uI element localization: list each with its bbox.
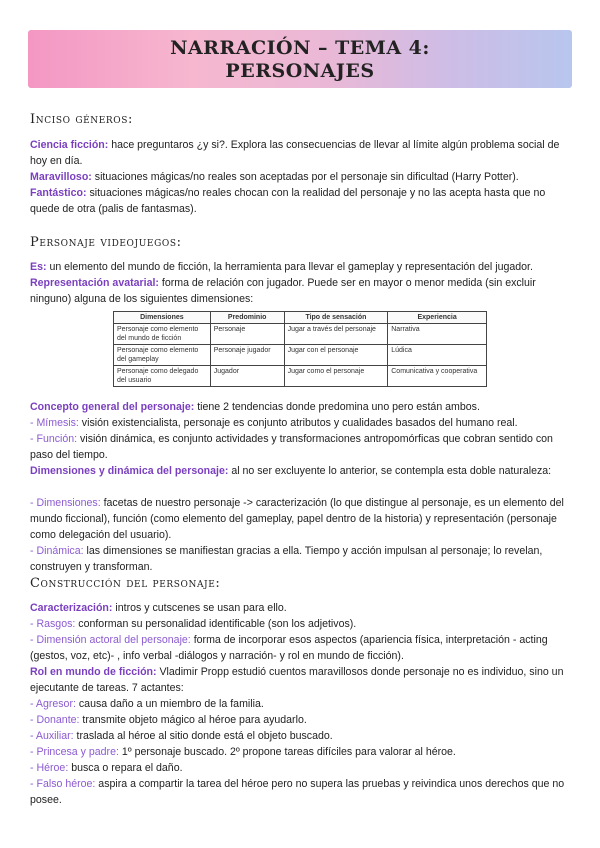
definition-caracterizacion: intros y cutscenes se usan para ello. xyxy=(112,602,287,614)
table-cell: Lúdica xyxy=(388,345,487,366)
term-dimensiones-dinamica: Dimensiones y dinámica del personaje: xyxy=(30,465,229,477)
paragraph-rasgos xyxy=(30,616,575,632)
term-donante: - Donante: xyxy=(30,714,80,726)
table-cell: Personaje como elemento del mundo de ficción xyxy=(114,324,211,345)
term-agresor: - Agresor: xyxy=(30,698,76,710)
table-header-cell: Tipo de sensación xyxy=(284,312,388,324)
term-representacion-avatarial: Representación avatarial: xyxy=(30,277,159,289)
definition-falso-heroe: aspira a compartir la tarea del héroe pero no supera las pruebas y reivindica unos derechos que no posee. xyxy=(30,778,565,806)
paragraph-rol-mundo-ficcion xyxy=(30,664,575,696)
table-cell: Personaje jugador xyxy=(210,345,284,366)
list-item-heroe xyxy=(30,760,575,776)
table-header-cell: Predominio xyxy=(210,312,284,324)
term-maravilloso: Maravilloso: xyxy=(30,171,92,183)
dimensions-table xyxy=(113,311,487,387)
term-rasgos: - Rasgos: xyxy=(30,618,76,630)
table-cell: Personaje como elemento del gameplay xyxy=(114,345,211,366)
definition-princesa-padre: 1º personaje buscado. 2º propone tareas difíciles para valorar al héroe. xyxy=(118,746,456,758)
term-concepto-general: Concepto general del personaje: xyxy=(30,401,195,413)
definition-agresor: causa daño a un miembro de la familia. xyxy=(75,698,264,710)
definition-es: un elemento del mundo de ficción, la herramienta para llevar el gameplay y representación del jugador. xyxy=(46,261,533,273)
paragraph-mimesis xyxy=(30,415,575,431)
term-ciencia-ficcion: Ciencia ficción: xyxy=(30,139,109,151)
definition-funcion: visión dinámica, es conjunto actividades y transformaciones antropomórficas que cobran sentido con paso del tiempo. xyxy=(30,433,553,461)
list-item-donante xyxy=(30,712,575,728)
list-item-agresor xyxy=(30,696,575,712)
table-cell: Personaje como delegado del usuario xyxy=(114,366,211,387)
list-item-auxiliar xyxy=(30,728,575,744)
table-cell: Jugar como el personaje xyxy=(284,366,388,387)
term-es: Es: xyxy=(30,261,47,273)
term-falso-heroe: - Falso héroe: xyxy=(30,778,96,790)
paragraph-fantastico xyxy=(30,185,575,217)
table-cell: Personaje xyxy=(210,324,284,345)
term-princesa-padre: - Princesa y padre: xyxy=(30,746,119,758)
paragraph-dimensiones-dinamica xyxy=(30,463,575,479)
term-heroe: - Héroe: xyxy=(30,762,69,774)
paragraph-caracterizacion xyxy=(30,600,575,616)
term-funcion: - Función: xyxy=(30,433,78,445)
table-cell: Jugador xyxy=(210,366,284,387)
paragraph-representacion xyxy=(30,275,575,307)
paragraph-concepto-general xyxy=(30,399,575,415)
table-header-row xyxy=(114,312,487,324)
paragraph-funcion xyxy=(30,431,575,463)
term-caracterizacion: Caracterización: xyxy=(30,602,113,614)
definition-rasgos: conforman su personalidad identificable (son los adjetivos). xyxy=(75,618,357,630)
section-heading-videojuegos: Personaje videojuegos: xyxy=(30,235,182,250)
definition-dimensiones-dinamica: al no ser excluyente lo anterior, se contempla esta doble naturaleza: xyxy=(228,465,552,477)
paragraph-dimension-actoral xyxy=(30,632,575,664)
definition-ciencia-ficcion: hace preguntaros ¿y si?. Explora las consecuencias de llevar al límite algún problema social de hoy en día. xyxy=(30,139,560,167)
term-dimension-actoral: - Dimensión actoral del personaje: xyxy=(30,634,191,646)
table-row xyxy=(114,345,487,366)
definition-dimensiones: facetas de nuestro personaje -> caracterización (lo que distingue al personaje, es un elemento del mundo ficcional), función (como elemento del gameplay, papel dentro de la historia) y representación (personaje como delegación del usuario). xyxy=(30,497,564,541)
definition-dimension-actoral: forma de incorporar esos aspectos (apariencia física, interpretación - acting (gestos, voz, etc)- , info verbal -diálogos y narración- y rol en mundo de ficción). xyxy=(30,634,548,662)
paragraph-ciencia-ficcion xyxy=(30,137,575,169)
page-title-line2: PERSONAJES xyxy=(225,60,375,82)
table-row xyxy=(114,324,487,345)
table-cell: Jugar con el personaje xyxy=(284,345,388,366)
section-heading-construccion: Construcción del personaje: xyxy=(30,576,221,591)
definition-rol-mundo-ficcion: Vladimir Propp estudió cuentos maravillosos donde personaje no es individuo, sino un ejecutante de tareas. 7 actantes: xyxy=(30,666,564,694)
term-auxiliar: - Auxiliar: xyxy=(30,730,74,742)
paragraph-maravilloso xyxy=(30,169,575,185)
table-row xyxy=(114,366,487,387)
term-dimensiones: - Dimensiones: xyxy=(30,497,101,509)
definition-dinamica: las dimensiones se manifiestan gracias a ella. Tiempo y acción impulsan al personaje; lo revelan, construyen y transforman. xyxy=(30,545,543,573)
definition-maravilloso: situaciones mágicas/no reales son aceptadas por el personaje sin dificultad (Harry Potter). xyxy=(91,171,519,183)
table-cell: Comunicativa y cooperativa xyxy=(388,366,487,387)
definition-concepto-general: tiene 2 tendencias donde predomina uno pero están ambos. xyxy=(194,401,480,413)
table-cell: Narrativa xyxy=(388,324,487,345)
definition-heroe: busca o repara el daño. xyxy=(68,762,183,774)
term-fantastico: Fantástico: xyxy=(30,187,87,199)
definition-fantastico: situaciones mágicas/no reales chocan con la realidad del personaje y no las acepta hasta que no quede de otra (palis de fantasmas). xyxy=(30,187,546,215)
paragraph-dimensiones xyxy=(30,495,575,543)
list-item-princesa-padre xyxy=(30,744,575,760)
title-banner xyxy=(28,30,572,88)
term-rol-mundo-ficcion: Rol en mundo de ficción: xyxy=(30,666,157,678)
table-header-cell: Dimensiones xyxy=(114,312,211,324)
section-heading-generos: Inciso géneros: xyxy=(30,112,134,127)
term-dinamica: - Dinámica: xyxy=(30,545,84,557)
definition-mimesis: visión existencialista, personaje es conjunto atributos y cualidades basados del humano real. xyxy=(78,417,518,429)
term-mimesis: - Mímesis: xyxy=(30,417,79,429)
paragraph-dinamica xyxy=(30,543,575,575)
paragraph-es xyxy=(30,259,575,275)
definition-auxiliar: traslada al héroe al sitio donde está el objeto buscado. xyxy=(73,730,333,742)
table-cell: Jugar a través del personaje xyxy=(284,324,388,345)
table-header-cell: Experiencia xyxy=(388,312,487,324)
page-title-line1: NARRACIÓN – TEMA 4: xyxy=(170,37,430,59)
definition-donante: transmite objeto mágico al héroe para ayudarlo. xyxy=(79,714,307,726)
definition-representacion-avatarial: forma de relación con jugador. Puede ser en mayor o menor medida (sin excluir ninguno) alguna de los siguientes dimensiones: xyxy=(30,277,536,305)
list-item-falso-heroe xyxy=(30,776,575,808)
